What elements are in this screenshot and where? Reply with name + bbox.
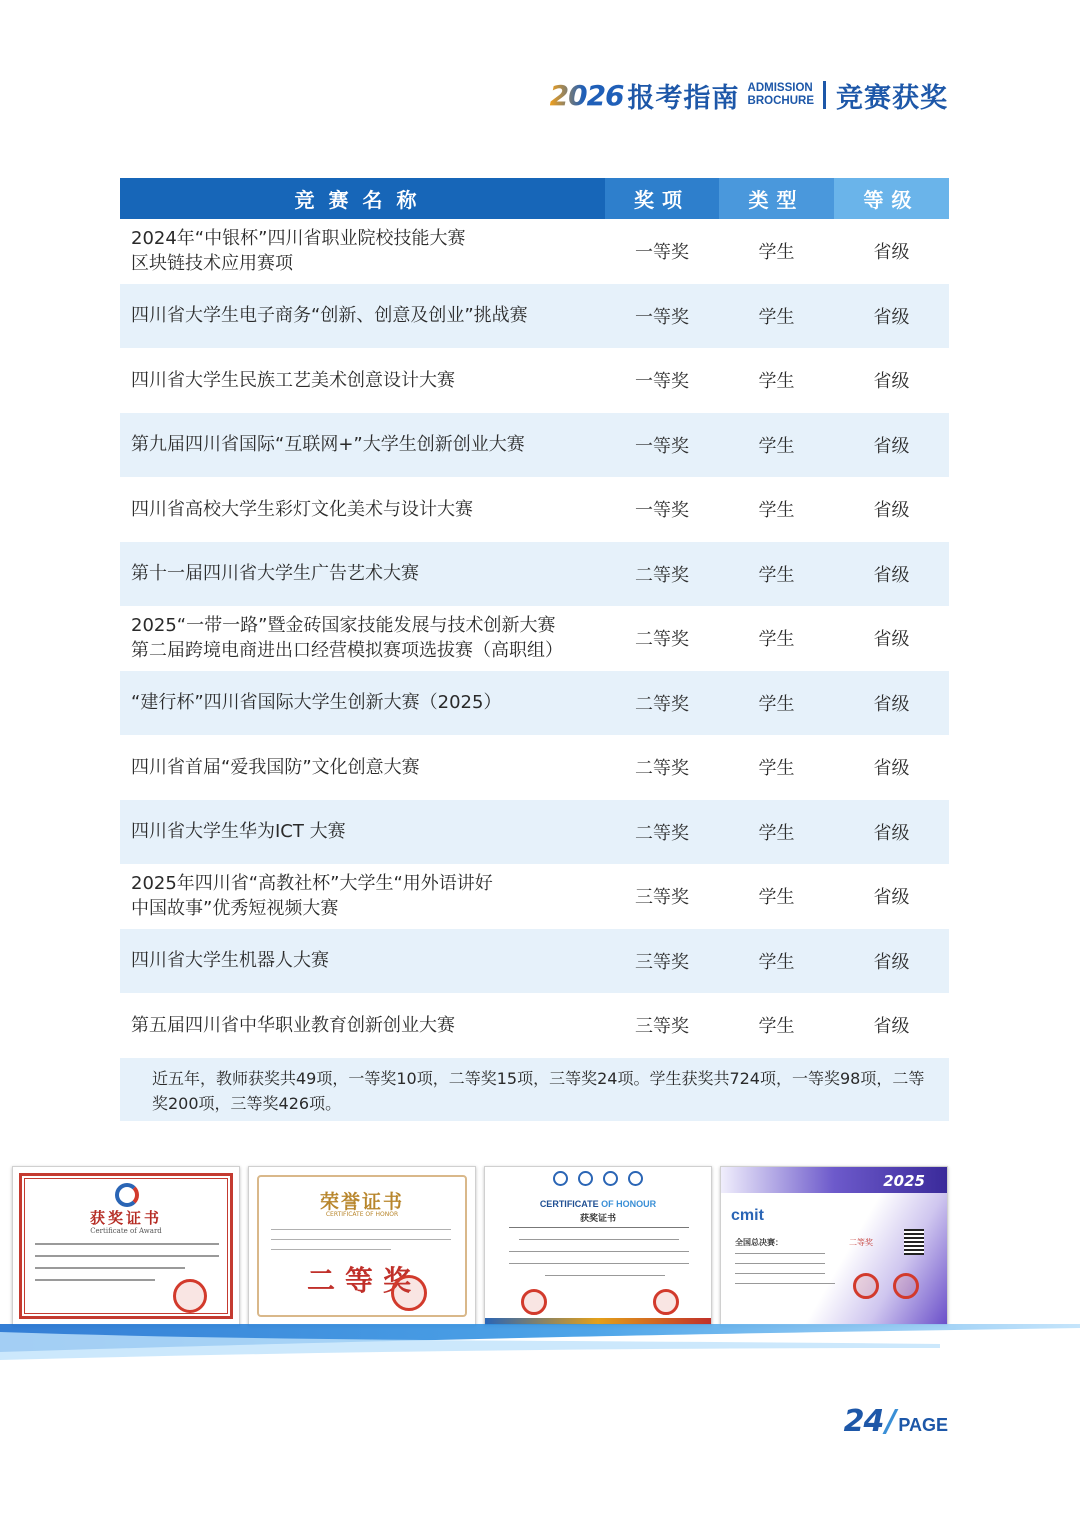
- table-row: [120, 413, 949, 478]
- header-competition-name: 竞赛名称: [120, 178, 605, 219]
- award-cell: [605, 432, 719, 458]
- type-cell-text: 学生: [758, 822, 795, 844]
- competition-name-cell: [120, 1013, 605, 1038]
- awards-table: [120, 178, 949, 1121]
- type-cell-text: 学生: [758, 758, 795, 780]
- table-row: [120, 993, 949, 1058]
- competition-name-cell: [120, 755, 605, 780]
- certificate-2-subtitle: CERTIFICATE OF HONOR: [325, 1211, 399, 1218]
- header-level: 等级: [834, 178, 949, 219]
- organizer-logos: [485, 1171, 711, 1186]
- header-divider: [823, 81, 826, 109]
- competition-name-cell: [120, 819, 605, 844]
- table-row: [120, 284, 949, 349]
- competition-name-cell-text: 第十一届四川省大学生广告艺术大赛: [131, 563, 419, 585]
- header-en-line2: BROCHURE: [747, 95, 814, 107]
- red-seal-icon: [853, 1273, 879, 1299]
- type-cell: [719, 819, 834, 845]
- page-number: [844, 1404, 948, 1439]
- red-seal-icon: [173, 1279, 207, 1313]
- type-cell-text: 学生: [758, 693, 795, 715]
- award-cell: [605, 303, 719, 329]
- certificate-1-title: 获奖证书: [89, 1209, 162, 1227]
- type-cell: [719, 367, 834, 393]
- table-row: [120, 477, 949, 542]
- competition-name-cell: [120, 948, 605, 973]
- competition-name-cell-text: 第九届四川省国际“互联网+”大学生创新创业大赛: [131, 434, 525, 456]
- award-cell: [605, 754, 719, 780]
- competition-name-cell-text: 四川省首届“爱我国防”文化创意大赛: [131, 756, 420, 778]
- certificate-4-logo: cmit: [731, 1207, 764, 1224]
- award-cell: [605, 690, 719, 716]
- table-row: [120, 348, 949, 413]
- certificate-3-cn-title: 获奖证书: [579, 1214, 616, 1224]
- level-cell-text: 省级: [873, 564, 910, 586]
- organizer-logo-icon: [628, 1171, 643, 1186]
- level-cell: [834, 496, 949, 522]
- competition-name-cell-text: 2025年四川省“高教社杯”大学生“用外语讲好 中国故事”优秀短视频大赛: [131, 873, 493, 920]
- level-cell: [834, 948, 949, 974]
- table-header: [120, 178, 949, 219]
- competition-name-cell-text: “建行杯”四川省国际大学生创新大赛（2025）: [131, 692, 502, 714]
- red-seal-icon: [893, 1273, 919, 1299]
- competition-name-cell: [120, 432, 605, 457]
- type-cell: [719, 625, 834, 651]
- certificate-3-title: CERTIFICATE OF HONOUR: [539, 1199, 657, 1209]
- certificate-4-label: 全国总决赛：: [735, 1238, 783, 1247]
- award-cell-text: 二等奖: [635, 822, 689, 844]
- competition-name-cell: [120, 497, 605, 522]
- competition-name-cell-text: 四川省大学生民族工艺美术创意设计大赛: [131, 369, 455, 391]
- decorative-wave: [0, 1322, 1080, 1362]
- certificate-image-1: [12, 1166, 240, 1326]
- type-cell: [719, 948, 834, 974]
- level-cell-text: 省级: [873, 887, 910, 909]
- level-cell-text: 省级: [873, 629, 910, 651]
- award-cell: [605, 238, 719, 264]
- page-header: [550, 78, 948, 112]
- type-cell-text: 学生: [758, 951, 795, 973]
- header-year: 2026: [549, 78, 624, 112]
- award-cell-text: 二等奖: [635, 564, 689, 586]
- level-cell-text: 省级: [873, 242, 910, 264]
- award-cell-text: 二等奖: [635, 693, 689, 715]
- competition-name-cell: [120, 561, 605, 586]
- type-cell-text: 学生: [758, 435, 795, 457]
- award-cell: [605, 367, 719, 393]
- competition-name-cell-text: 四川省大学生华为ICT 大赛: [131, 821, 346, 843]
- award-cell-text: 二等奖: [635, 629, 689, 651]
- table-row: [120, 929, 949, 994]
- organizer-logo-icon: [578, 1171, 593, 1186]
- competition-name-cell-text: 四川省高校大学生彩灯文化美术与设计大赛: [131, 498, 473, 520]
- level-cell-text: 省级: [873, 822, 910, 844]
- award-cell: [605, 496, 719, 522]
- competition-name-cell-text: 四川省大学生机器人大赛: [131, 950, 329, 972]
- type-cell-text: 学生: [758, 564, 795, 586]
- level-cell-text: 省级: [873, 693, 910, 715]
- level-cell-text: 省级: [873, 1016, 910, 1038]
- certificate-image-4: [720, 1166, 948, 1326]
- type-cell-text: 学生: [758, 887, 795, 909]
- competition-name-cell-text: 第五届四川省中华职业教育创新创业大赛: [131, 1014, 455, 1036]
- award-cell-text: 一等奖: [635, 435, 689, 457]
- level-cell-text: 省级: [873, 758, 910, 780]
- table-body: [120, 219, 949, 1058]
- table-row: [120, 800, 949, 865]
- level-cell: [834, 819, 949, 845]
- red-seal-icon: [653, 1289, 679, 1315]
- type-cell: [719, 690, 834, 716]
- award-cell-text: 一等奖: [635, 500, 689, 522]
- level-cell-text: 省级: [873, 500, 910, 522]
- type-cell-text: 学生: [758, 306, 795, 328]
- level-cell: [834, 432, 949, 458]
- certificate-gallery: [0, 1166, 1080, 1326]
- award-cell-text: 三等奖: [635, 1016, 689, 1038]
- award-cell-text: 二等奖: [635, 758, 689, 780]
- level-cell: [834, 1012, 949, 1038]
- award-cell: [605, 561, 719, 587]
- certificate-2-title: 荣誉证书: [319, 1191, 404, 1213]
- award-cell: [605, 625, 719, 651]
- header-section: 竞赛获奖: [836, 82, 948, 114]
- award-cell: [605, 883, 719, 909]
- certificate-image-2: [248, 1166, 476, 1326]
- level-cell: [834, 754, 949, 780]
- page-number-label: PAGE: [898, 1415, 948, 1435]
- competition-name-cell: [120, 690, 605, 715]
- certificate-image-3: [484, 1166, 712, 1326]
- type-cell-text: 学生: [758, 500, 795, 522]
- competition-name-cell-text: 2025“一带一路”暨金砖国家技能发展与技术创新大赛 第二届跨境电商进出口经营模拟赛项选拔赛（高职组）: [131, 615, 563, 662]
- table-row: [120, 606, 949, 671]
- type-cell-text: 学生: [758, 629, 795, 651]
- award-cell: [605, 948, 719, 974]
- certificate-1-subtitle: Certificate of Award: [90, 1227, 162, 1235]
- red-seal-icon: [391, 1275, 427, 1311]
- level-cell-text: 省级: [873, 371, 910, 393]
- organizer-logo-icon: [553, 1171, 568, 1186]
- header-english: [748, 82, 814, 108]
- competition-name-cell: [120, 303, 605, 328]
- award-cell-text: 三等奖: [635, 887, 689, 909]
- type-cell-text: 学生: [758, 1016, 795, 1038]
- level-cell: [834, 367, 949, 393]
- level-cell: [834, 303, 949, 329]
- level-cell-text: 省级: [873, 951, 910, 973]
- type-cell: [719, 496, 834, 522]
- award-cell: [605, 819, 719, 845]
- award-cell-text: 三等奖: [635, 951, 689, 973]
- type-cell: [719, 883, 834, 909]
- award-cell-text: 一等奖: [635, 306, 689, 328]
- organizer-logo-icon: [603, 1171, 618, 1186]
- awards-summary-note: 近五年，教师获奖共49项，一等奖10项，二等奖15项，三等奖24项。学生获奖共724项，一等奖98项，二等奖200项，三等奖426项。: [120, 1058, 949, 1121]
- table-row: [120, 735, 949, 800]
- type-cell-text: 学生: [758, 242, 795, 264]
- level-cell: [834, 883, 949, 909]
- type-cell: [719, 1012, 834, 1038]
- type-cell: [719, 238, 834, 264]
- type-cell: [719, 754, 834, 780]
- page-number-value: 24: [843, 1404, 884, 1439]
- type-cell-text: 学生: [758, 371, 795, 393]
- level-cell: [834, 625, 949, 651]
- table-row: [120, 542, 949, 607]
- competition-name-cell: [120, 871, 605, 921]
- header-title: 报考指南: [627, 82, 740, 114]
- competition-name-cell: [120, 368, 605, 393]
- header-type: 类型: [719, 178, 834, 219]
- certificate-2-award: 二等奖: [307, 1264, 422, 1297]
- competition-name-cell-text: 2024年“中银杯”四川省职业院校技能大赛 区块链技术应用赛项: [131, 228, 466, 275]
- table-row: [120, 864, 949, 929]
- qr-code-icon: [904, 1229, 924, 1255]
- type-cell: [719, 303, 834, 329]
- table-row: [120, 219, 949, 284]
- level-cell: [834, 561, 949, 587]
- award-cell-text: 一等奖: [635, 371, 689, 393]
- certificate-4-year: 2025: [883, 1172, 925, 1190]
- level-cell-text: 省级: [873, 306, 910, 328]
- award-cell: [605, 1012, 719, 1038]
- header-en-line1: ADMISSION: [747, 82, 813, 94]
- level-cell: [834, 238, 949, 264]
- certificate-4-prize: 二等奖: [849, 1238, 873, 1247]
- competition-name-cell: [120, 226, 605, 276]
- page-number-slash: /: [885, 1404, 897, 1439]
- header-award: 奖项: [605, 178, 719, 219]
- type-cell: [719, 432, 834, 458]
- table-row: [120, 671, 949, 736]
- type-cell: [719, 561, 834, 587]
- competition-name-cell-text: 四川省大学生电子商务“创新、创意及创业”挑战赛: [131, 305, 528, 327]
- award-cell-text: 一等奖: [635, 242, 689, 264]
- level-cell: [834, 690, 949, 716]
- competition-logo-icon: [115, 1183, 139, 1207]
- competition-name-cell: [120, 613, 605, 663]
- level-cell-text: 省级: [873, 435, 910, 457]
- red-seal-icon: [521, 1289, 547, 1315]
